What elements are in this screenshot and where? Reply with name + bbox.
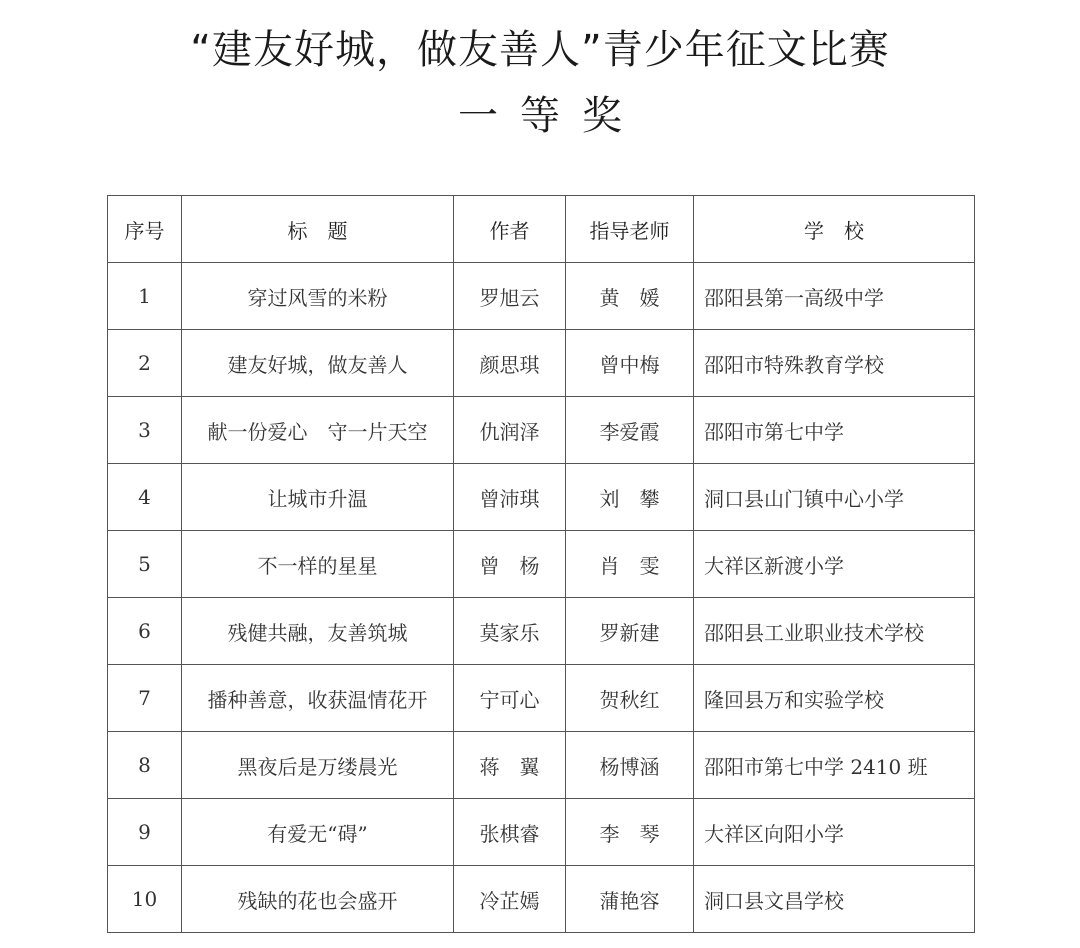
cell-school: 邵阳市第七中学 bbox=[694, 397, 975, 464]
document-title: “建友好城，做友善人”青少年征文比赛 bbox=[190, 27, 890, 73]
header-no: 序号 bbox=[108, 196, 182, 263]
table-row bbox=[108, 464, 975, 531]
cell-author: 仇润泽 bbox=[454, 397, 566, 464]
cell-teacher: 肖 雯 bbox=[566, 531, 694, 598]
cell-teacher: 李爱霞 bbox=[566, 397, 694, 464]
table-row bbox=[108, 866, 975, 933]
cell-author: 颜思琪 bbox=[454, 330, 566, 397]
cell-teacher: 贺秋红 bbox=[566, 665, 694, 732]
cell-teacher: 蒲艳容 bbox=[566, 866, 694, 933]
table-row bbox=[108, 330, 975, 397]
cell-no: 2 bbox=[108, 330, 182, 397]
cell-author: 宁可心 bbox=[454, 665, 566, 732]
cell-title: 残缺的花也会盛开 bbox=[182, 866, 454, 933]
award-level-heading: 一等奖 bbox=[458, 93, 644, 139]
table-row bbox=[108, 397, 975, 464]
cell-no: 1 bbox=[108, 263, 182, 330]
cell-title: 献一份爱心 守一片天空 bbox=[182, 397, 454, 464]
cell-author: 曾 杨 bbox=[454, 531, 566, 598]
cell-no: 3 bbox=[108, 397, 182, 464]
cell-teacher: 罗新建 bbox=[566, 598, 694, 665]
cell-author: 莫家乐 bbox=[454, 598, 566, 665]
cell-school: 大祥区向阳小学 bbox=[694, 799, 975, 866]
cell-no: 5 bbox=[108, 531, 182, 598]
cell-school: 隆回县万和实验学校 bbox=[694, 665, 975, 732]
cell-teacher: 刘 攀 bbox=[566, 464, 694, 531]
cell-school: 大祥区新渡小学 bbox=[694, 531, 975, 598]
cell-title: 有爱无“碍” bbox=[182, 799, 454, 866]
cell-author: 蒋 翼 bbox=[454, 732, 566, 799]
cell-school: 洞口县文昌学校 bbox=[694, 866, 975, 933]
cell-no: 7 bbox=[108, 665, 182, 732]
cell-no: 9 bbox=[108, 799, 182, 866]
cell-no: 10 bbox=[108, 866, 182, 933]
cell-author: 罗旭云 bbox=[454, 263, 566, 330]
cell-title: 播种善意，收获温情花开 bbox=[182, 665, 454, 732]
cell-school: 邵阳市第七中学 2410 班 bbox=[694, 732, 975, 799]
cell-teacher: 黄 媛 bbox=[566, 263, 694, 330]
cell-title: 建友好城，做友善人 bbox=[182, 330, 454, 397]
cell-school: 邵阳县第一高级中学 bbox=[694, 263, 975, 330]
header-author: 作者 bbox=[454, 196, 566, 263]
cell-teacher: 杨博涵 bbox=[566, 732, 694, 799]
header-title: 标 题 bbox=[182, 196, 454, 263]
table-row bbox=[108, 732, 975, 799]
cell-title: 残健共融，友善筑城 bbox=[182, 598, 454, 665]
cell-title: 黑夜后是万缕晨光 bbox=[182, 732, 454, 799]
cell-school: 洞口县山门镇中心小学 bbox=[694, 464, 975, 531]
table-row bbox=[108, 598, 975, 665]
header-teacher: 指导老师 bbox=[566, 196, 694, 263]
cell-title: 不一样的星星 bbox=[182, 531, 454, 598]
cell-no: 6 bbox=[108, 598, 182, 665]
cell-teacher: 李 琴 bbox=[566, 799, 694, 866]
cell-no: 4 bbox=[108, 464, 182, 531]
cell-title: 让城市升温 bbox=[182, 464, 454, 531]
cell-title: 穿过风雪的米粉 bbox=[182, 263, 454, 330]
header-school: 学 校 bbox=[694, 196, 975, 263]
cell-no: 8 bbox=[108, 732, 182, 799]
table-header-row bbox=[108, 196, 975, 263]
award-table bbox=[107, 195, 975, 933]
cell-author: 曾沛琪 bbox=[454, 464, 566, 531]
cell-author: 冷芷嫣 bbox=[454, 866, 566, 933]
cell-school: 邵阳县工业职业技术学校 bbox=[694, 598, 975, 665]
table-row bbox=[108, 263, 975, 330]
table-row bbox=[108, 665, 975, 732]
cell-school: 邵阳市特殊教育学校 bbox=[694, 330, 975, 397]
cell-author: 张棋睿 bbox=[454, 799, 566, 866]
cell-teacher: 曾中梅 bbox=[566, 330, 694, 397]
table-row bbox=[108, 799, 975, 866]
table-row bbox=[108, 531, 975, 598]
